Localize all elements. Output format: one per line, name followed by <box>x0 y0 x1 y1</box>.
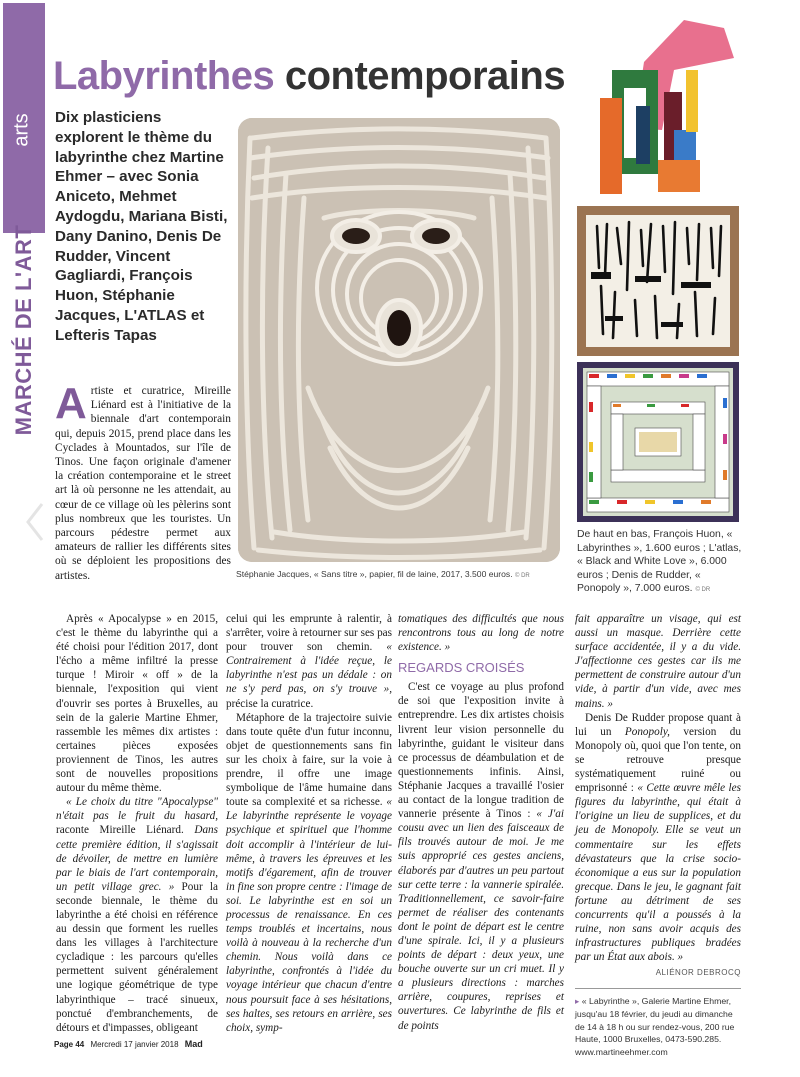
article-column-3 <box>398 612 564 1033</box>
article-title <box>53 52 565 100</box>
col2-text-3: Métaphore de la trajectoire suivie dans toute quête d'un futur inconnu, objet de questionnements sans fin sur les choix à faire, sur la voie à prendre, il offre une image symbolique de l'âme humaine dans toute sa complexité et sa richesse. <box>226 711 392 809</box>
col1-paragraph-1: Après « Apocalypse » en 2015, c'est le thème du labyrinthe qui a été choisi pour l'édition 2017, dont l'écho a même infiltré la presse turque ! Miroir « off » de la biennale, l'exposition qui vient d'ouvrir ses portes à Bruxelles, au sein de la galerie Martine Ehmer, rassemble les mêmes dix artistes : certaines pièces exposées proviennent de Tinos, les autres sont de nouvelles propositions autour du même thème. <box>56 613 218 795</box>
subheading-regards-croises: REGARDS CROISÉS <box>398 660 525 676</box>
ponopoly-board-photo <box>577 362 739 522</box>
divider <box>575 988 741 989</box>
main-photo-woven-mask <box>238 118 560 562</box>
bullet-icon: ▸ <box>575 996 580 1007</box>
intro-paragraph <box>55 379 231 583</box>
col3-text-1: C'est ce voyage au plus profond de soi que l'exposition invite à entreprendre. Les dix artistes choisis livrent leur vision personnelle du labyrinthe, guidant le visiteur dans ce processus de déambulation et de questionnements infinis. Ainsi, Stéphanie Jacques a travaillé l'osier au contact de la longue tradition de vannerie présente à Tinos : <box>398 681 564 821</box>
main-caption-credit: © DR <box>515 573 530 579</box>
col4-text-1: Denis De Rudder propose quant à lui un <box>575 711 741 738</box>
col4-quote-0: fait apparaître un visage, qui est aussi un masque. Derrière cette surface accidentée, il y a du vide. J'affectionne ces gestes car ils me permettent de construire autour d'un vide, à partir d'un vide, avec mes mains. » <box>575 613 741 710</box>
col1-text-1: raconte Mireille Liénard. <box>56 824 195 837</box>
col2-quote-2: « Le labyrinthe représente le voyage psychique et spirituel que l'homme doit accomplir à l'intérieur de lui-même, à travers les épreuves et les motifs d'égarement, afin de trouver in fine son propre centre : l'image de soi. Le labyrinthe est en soi un processus de renaissance. En ces temps troublés et incertains, nous voilà à nouveau à la recherche d'un chemin. Nous voilà dans ce labyrinthe, confrontés à l'idée du voyage intérieur que chacun d'entre nous poursuit face à ses hésitations, ses haltes, ses retours en arrière, ses choix, symp- <box>226 796 392 1034</box>
title-part-2: contemporains <box>284 54 566 98</box>
col3-quote-0: tomatiques des difficultés que nous rencontrons tous au long de notre existence. » <box>398 613 564 654</box>
right-images-caption <box>577 528 742 598</box>
col4-quote-1: « Cette œuvre mêle les figures du labyrinthe, qui était à l'origine un lieu de supplices, et du jeu de Monopoly. Elle se veut un commentaire sur les effets dévastateurs que la crise socio-économique a eus sur la population grecque. Dans le jeu, le gagnant fait fortune au détriment de ses concurrents qu'il a poussés à la ruine, non sans avoir acquis des infrastructures publiques bradées par un État aux abois. » <box>575 782 741 964</box>
col1-text-2: Pour la seconde biennale, le thème du labyrinthe a été choisi en référence au dessin que forment les ruelles dans les villages à l'architecture cycladique : les parcours qu'elles permettent suivent généralement une logique géométrique de type labyrinthique – tracé sinueux, ponctué d'embranchements, de détours et d'impasses, obligeant <box>56 880 218 1034</box>
title-part-1: Labyrinthes <box>53 54 275 98</box>
col2-paragraph-2 <box>226 711 392 1035</box>
col3-paragraph-1 <box>398 680 564 1032</box>
col1-quote-1: « Le choix du titre "Apocalypse" n'était pas le fruit du hasard, <box>56 796 218 823</box>
sculpture-photo-labyrinthes <box>574 10 740 198</box>
article-column-4 <box>575 612 741 1058</box>
col2-paragraph-1 <box>226 612 392 711</box>
right-caption-credit: © DR <box>695 587 711 594</box>
col2-text-2: précise la curatrice. <box>226 697 314 710</box>
col3-quote-1: « J'ai cousu avec un lien des faisceaux de fils trouvés autour de moi. Je me suis approprié ces gestes anciens, élaborés par d'autres un peu partout sur cette terre : la vannerie spiralée. Traditionnellement, ce savoir-faire permet de réaliser des contenants dont le point de départ est le centre d'une spirale. Ici, il y a plusieurs points de départ : deux yeux, une bouche ouverte sur un cri muet. Il y a plusieurs directions : marches arrière, coupures, reprises et ouvertures. Ce labyrinthe de fils et de points <box>398 808 564 1032</box>
intro-text: rtiste et curatrice, Mireille Liénard est à l'initiative de la biennale d'art contemporain qui, depuis 2015, prend place dans les Cyclades à Mountados, sur l'île de Tinos. Une façon originale d'amener la création contemporaine et le street art là où personne ne les attendait, au cœur de ce village où les pèlerins sont plus nombreux que les touristes. Un parcours pédestre permet aux amateurs de rallier les différents sites où se déploient les propositions des artistes. <box>55 385 231 582</box>
col4-italic-ponopoly: Ponopoly, <box>624 725 670 738</box>
article-column-1 <box>56 612 218 1035</box>
author-signature: ALIÉNOR DEBROCQ <box>655 968 741 978</box>
drop-cap: A <box>55 379 87 428</box>
col4-paragraph-0 <box>575 612 741 711</box>
col4-text-2: version du Monopoly où, quoi que l'on tente, on se retrouve presque systématiquement ruiné ou emprisonné : <box>575 725 741 795</box>
col3-paragraph-0 <box>398 612 564 654</box>
painting-black-and-white-love <box>577 206 739 356</box>
col1-paragraph-2 <box>56 795 218 1035</box>
page-footer <box>54 1039 203 1049</box>
col2-text-1: celui qui les emprunte à ralentir, à s'arrêter, voire à retourner sur ses pas pour trouver son chemin. <box>226 613 392 654</box>
exhibition-info <box>575 995 741 1058</box>
right-caption-text: De haut en bas, François Huon, « Labyrinthes », 1.600 euros ; L'atlas, « Black and White Love », 6.000 euros ; Denis de Rudder, « Ponopoly », 7.000 euros. <box>577 529 742 595</box>
issue-date: Mercredi 17 janvier 2018 <box>90 1040 179 1049</box>
exhibition-info-text: « Labyrinthe », Galerie Martine Ehmer, jusqu'au 18 février, du jeudi au dimanche de 14 à 18 h ou sur rendez-vous, 200 rue Haute, 1000 Bruxelles, 0473-590.285. www.martineehmer.com <box>575 996 735 1057</box>
previous-page-arrow-icon[interactable] <box>22 500 48 544</box>
page-number: Page 44 <box>54 1040 85 1049</box>
col1-quote-2: Dans cette première édition, il s'agissait de dévoiler, de mettre en lumière par le biais de l'art contemporain, un petit village grec. » <box>56 824 218 893</box>
col4-paragraph-1 <box>575 711 741 965</box>
main-photo-caption <box>236 569 566 579</box>
article-column-2 <box>226 612 392 1035</box>
col2-quote-1: « Contrairement à l'idée reçue, le labyrinthe n'est pas un dédale : on ne s'y perd pas, on s'y trouve », <box>226 641 392 696</box>
section-label: MARCHÉ DE L'ART <box>11 224 36 436</box>
main-caption-text: Stéphanie Jacques, « Sans titre », papier, fil de laine, 2017, 3.500 euros. <box>236 569 513 579</box>
magazine-name: Mad <box>184 1039 203 1049</box>
rubric-label: arts <box>10 113 33 147</box>
standfirst: Dix plasticiens explorent le thème du labyrinthe chez Martine Ehmer – avec Sonia Aniceto, Mehmet Aydogdu, Mariana Bisti, Dany Danino, Denis De Rudder, Vincent Gagliardi, François Huon, Stéphanie Jacques, L'ATLAS et Lefteris Tapas <box>55 109 228 344</box>
